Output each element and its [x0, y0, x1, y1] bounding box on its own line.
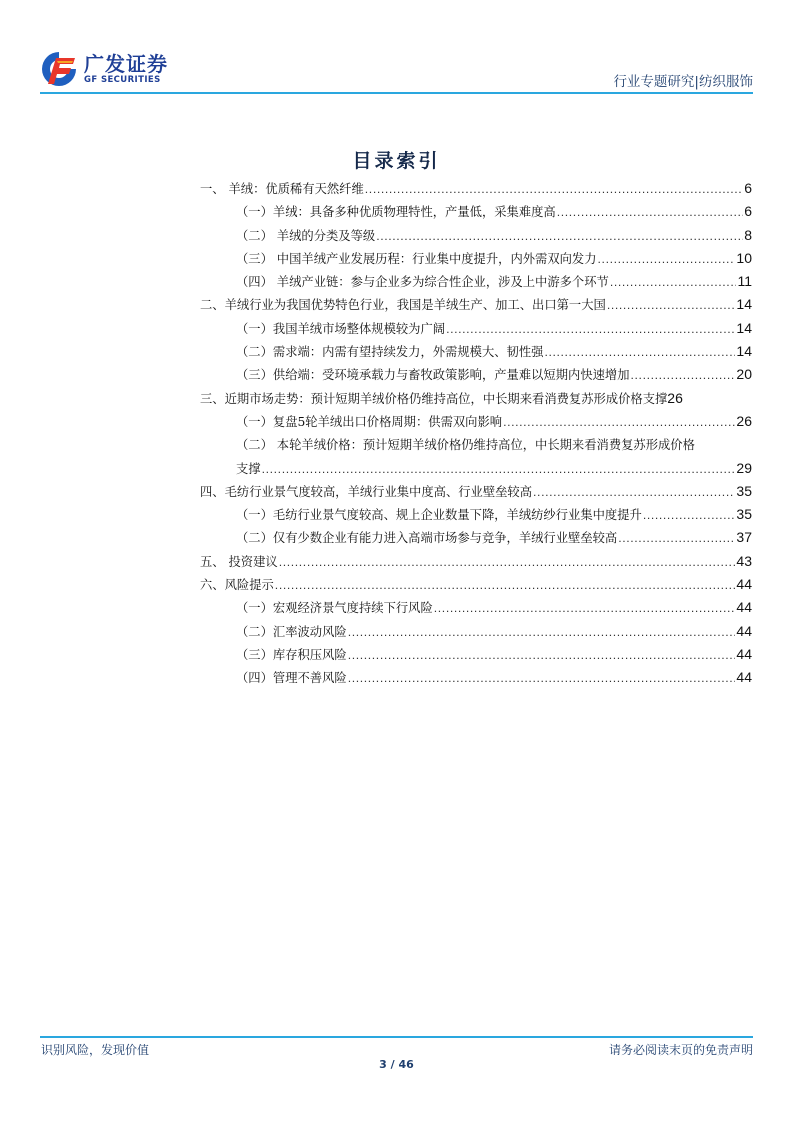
toc-entry[interactable]: 五、 投资建议 ..... 43 [200, 552, 752, 575]
toc-entry-continuation[interactable]: 支撑 ..... 29 [200, 459, 752, 482]
toc-entry[interactable]: （三） 中国羊绒产业发展历程：行业集中度提升，内外需双向发力 ..... 10 [200, 249, 752, 272]
footer-divider [40, 1036, 753, 1038]
toc-entry[interactable]: （一）毛纺行业景气度较高、规上企业数量下降，羊绒纺纱行业集中度提升 ..... 35 [200, 505, 752, 528]
footer-disclaimer[interactable]: 请务必阅读末页的免责声明 [608, 1043, 753, 1057]
toc-page-number: 43 [736, 552, 752, 569]
toc-entry[interactable]: 三、近期市场走势：预计短期羊绒价格仍维持高位，中长期来看消费复苏形成价格支撑 26 [200, 389, 683, 406]
toc-page-number: 37 [736, 529, 752, 546]
leader-dots [557, 205, 743, 219]
toc-page-number: 29 [736, 459, 752, 476]
leader-dots [348, 625, 736, 639]
header-divider [40, 92, 753, 94]
toc-page-number: 44 [736, 669, 752, 686]
toc-page-number: 6 [744, 180, 752, 196]
company-logo [40, 48, 168, 90]
toc-entry[interactable]: 一、 羊绒：优质稀有天然纤维 ..... 6 [200, 179, 752, 202]
toc-page-number: 44 [736, 599, 752, 616]
leader-dots [503, 415, 735, 429]
toc-entry[interactable]: （二） 羊绒的分类及等级 ..... 8 [200, 226, 752, 249]
toc-page-number: 14 [736, 343, 752, 360]
toc-entry[interactable]: （二） 本轮羊绒价格：预计短期羊绒价格仍维持高位，中长期来看消费复苏形成价格 [236, 438, 695, 453]
toc-page-number: 44 [736, 576, 752, 593]
leader-dots [598, 252, 736, 266]
toc-entry[interactable]: （一）复盘5轮羊绒出口价格周期：供需双向影响 ..... 26 [200, 412, 752, 435]
toc-page-number: 6 [744, 203, 752, 220]
gf-logo-icon [40, 50, 78, 88]
toc-entry[interactable]: （四） 羊绒产业链：参与企业多为综合性企业，涉及上中游多个环节 ..... 11 [200, 272, 752, 295]
toc-page-number: 44 [736, 645, 752, 662]
leader-dots [607, 298, 736, 312]
logo-chinese-name: 广发证券 [84, 52, 168, 76]
toc-entry[interactable]: （一）我国羊绒市场整体规模较为广阔 ..... 14 [200, 319, 752, 342]
toc-page-number: 11 [737, 273, 752, 290]
toc-entry[interactable]: 四、毛纺行业景气度较高，羊绒行业集中度高、行业壁垒较高 ..... 35 [200, 482, 752, 505]
leader-dots [275, 578, 736, 592]
leader-dots [348, 671, 736, 685]
leader-dots [610, 275, 737, 289]
page-header [40, 48, 753, 92]
toc-page-number: 26 [667, 389, 683, 406]
report-category: 行业专题研究|纺织服饰 [613, 74, 753, 90]
toc-entry[interactable]: 二、羊绒行业为我国优势特色行业，我国是羊绒生产、加工、出口第一大国 ..... 14 [200, 295, 752, 318]
toc-page-number: 44 [736, 622, 752, 639]
toc-page-number: 26 [736, 412, 752, 429]
leader-dots [544, 345, 735, 359]
leader-dots [631, 368, 736, 382]
footer-slogan: 识别风险，发现价值 [41, 1043, 150, 1057]
toc-entry[interactable]: （二）需求端：内需有望持续发力，外需规模大、韧性强 ..... 14 [200, 342, 752, 365]
leader-dots [533, 485, 735, 499]
leader-dots [446, 322, 735, 336]
leader-dots [376, 229, 743, 243]
leader-dots [262, 462, 736, 476]
leader-dots [618, 531, 735, 545]
toc-entry[interactable]: （三）库存积压风险 ..... 44 [200, 645, 752, 668]
toc-page-number: 14 [736, 296, 752, 313]
toc-entry[interactable]: （二）仅有少数企业有能力进入高端市场参与竞争，羊绒行业壁垒较高 ..... 37 [200, 528, 752, 551]
leader-dots [434, 601, 736, 615]
leader-dots [365, 182, 743, 196]
toc-page-number: 8 [744, 226, 752, 243]
toc-page-number: 35 [736, 482, 752, 499]
toc-entry[interactable]: （一）羊绒：具备多种优质物理特性，产量低，采集难度高 ..... 6 [200, 202, 752, 225]
toc-page-number: 10 [736, 249, 752, 266]
toc-entry[interactable]: （一）宏观经济景气度持续下行风险 ..... 44 [200, 598, 752, 621]
page-indicator: 3 / 46 [379, 1058, 414, 1071]
toc-entry[interactable]: （四）管理不善风险 ..... 44 [200, 668, 752, 691]
logo-english-name: GF SECURITIES [84, 75, 161, 85]
table-of-contents [200, 179, 752, 692]
toc-page-number: 35 [736, 506, 752, 523]
leader-dots [279, 555, 736, 569]
toc-entry[interactable]: （三）供给端：受环境承载力与畜牧政策影响，产量难以短期内快速增加 ..... 20 [200, 365, 752, 388]
page-title: 目录索引 [352, 150, 441, 172]
toc-entry[interactable]: 六、风险提示 ..... 44 [200, 575, 752, 598]
leader-dots [643, 508, 736, 522]
leader-dots [348, 648, 736, 662]
toc-entry[interactable]: （二）汇率波动风险 ..... 44 [200, 622, 752, 645]
toc-page-number: 14 [736, 319, 752, 336]
toc-page-number: 20 [736, 366, 752, 383]
